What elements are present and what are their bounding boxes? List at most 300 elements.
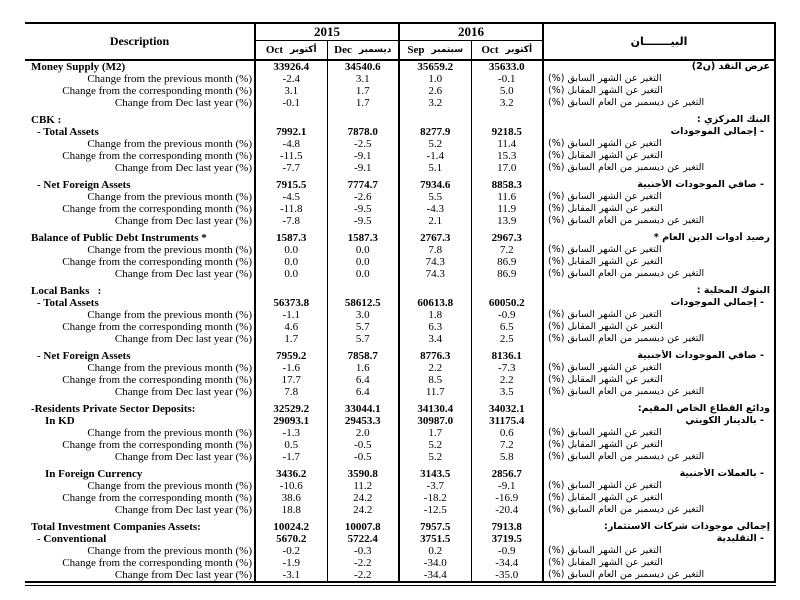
row-label-ar: التغير عن ديسمبر من العام السابق (%) (543, 451, 775, 463)
value-sep-2016: 7.8 (399, 244, 471, 256)
value-oct-2016: 31175.4 (471, 415, 543, 427)
table-row (25, 114, 775, 126)
value-dec-2015: 10007.8 (327, 521, 399, 533)
row-label-en: Change from the corresponding month (%) (25, 256, 255, 268)
row-label-en: Change from Dec last year (%) (25, 97, 255, 109)
value-dec-2015: 0.0 (327, 268, 399, 280)
value-oct-2015: 4.6 (255, 321, 327, 333)
value-sep-2016: 74.3 (399, 256, 471, 268)
table-row (25, 451, 775, 463)
value-sep-2016: 11.7 (399, 386, 471, 398)
table-row (25, 162, 775, 174)
value-oct-2016 (471, 114, 543, 126)
row-label-en: Change from the previous month (%) (25, 191, 255, 203)
row-label-ar: - صافي الموجودات الأجنبية (543, 350, 775, 362)
row-label-en: In Foreign Currency (25, 468, 255, 480)
table-body (25, 60, 775, 582)
value-oct-2015: -0.2 (255, 545, 327, 557)
row-label-en: Money Supply (M2) (25, 60, 255, 73)
value-oct-2016: 7913.8 (471, 521, 543, 533)
description-column-header: Description (25, 23, 255, 60)
table-row (25, 362, 775, 374)
row-label-ar: التغير عن الشهر السابق (%) (543, 362, 775, 374)
row-label-ar: التغير عن الشهر المقابل (%) (543, 85, 775, 97)
month-ar: ديسمبر (358, 44, 392, 55)
value-oct-2016: 3719.5 (471, 533, 543, 545)
row-label-en: Change from the previous month (%) (25, 480, 255, 492)
table-row (25, 73, 775, 85)
value-oct-2016: 2.2 (471, 374, 543, 386)
value-oct-2016: 8136.1 (471, 350, 543, 362)
row-label-ar: التغير عن الشهر السابق (%) (543, 138, 775, 150)
table-row (25, 215, 775, 227)
value-sep-2016: 5.1 (399, 162, 471, 174)
value-oct-2015: 1.7 (255, 333, 327, 345)
value-dec-2015: 1.7 (327, 85, 399, 97)
value-sep-2016: -1.4 (399, 150, 471, 162)
value-dec-2015: 1.6 (327, 362, 399, 374)
value-sep-2016: 7957.5 (399, 521, 471, 533)
value-oct-2015: 0.5 (255, 439, 327, 451)
value-oct-2016: 0.6 (471, 427, 543, 439)
value-dec-2015: 11.2 (327, 480, 399, 492)
value-oct-2015: 3.1 (255, 85, 327, 97)
value-dec-2015: 1587.3 (327, 232, 399, 244)
row-label-en: Balance of Public Debt Instruments * (25, 232, 255, 244)
value-oct-2016: 9218.5 (471, 126, 543, 138)
row-label-ar: التغير عن ديسمبر من العام السابق (%) (543, 504, 775, 516)
value-sep-2016: -12.5 (399, 504, 471, 516)
value-sep-2016: 5.2 (399, 138, 471, 150)
year-2015-header: 2015 (255, 23, 399, 41)
row-label-en: Change from the corresponding month (%) (25, 557, 255, 569)
month-header-oct-2015 (255, 41, 327, 60)
value-oct-2016: -16.9 (471, 492, 543, 504)
row-label-en: Change from the corresponding month (%) (25, 85, 255, 97)
table-row (25, 386, 775, 398)
value-dec-2015: 33044.1 (327, 403, 399, 415)
table-row (25, 333, 775, 345)
row-label-en: Change from Dec last year (%) (25, 451, 255, 463)
value-oct-2015: 7992.1 (255, 126, 327, 138)
table-row (25, 179, 775, 191)
row-label-en: Change from the previous month (%) (25, 545, 255, 557)
table-row (25, 191, 775, 203)
row-label-ar: التغير عن ديسمبر من العام السابق (%) (543, 268, 775, 280)
table-row (25, 569, 775, 582)
value-oct-2015: 33926.4 (255, 60, 327, 73)
row-label-ar: التغير عن الشهر المقابل (%) (543, 203, 775, 215)
value-oct-2016 (471, 285, 543, 297)
table-row (25, 415, 775, 427)
value-oct-2015: -7.7 (255, 162, 327, 174)
row-label-en: - Conventional (25, 533, 255, 545)
value-sep-2016: -18.2 (399, 492, 471, 504)
value-oct-2015: -4.5 (255, 191, 327, 203)
table-row (25, 557, 775, 569)
row-label-ar: التغير عن الشهر المقابل (%) (543, 256, 775, 268)
value-sep-2016: -3.7 (399, 480, 471, 492)
value-oct-2015: 18.8 (255, 504, 327, 516)
row-label-ar: التغير عن الشهر المقابل (%) (543, 374, 775, 386)
row-label-en: - Total Assets (25, 297, 255, 309)
value-oct-2016: 60050.2 (471, 297, 543, 309)
value-oct-2016: 7.2 (471, 439, 543, 451)
value-oct-2016: 3.2 (471, 97, 543, 109)
value-sep-2016: 2.6 (399, 85, 471, 97)
value-dec-2015: 7858.7 (327, 350, 399, 362)
value-dec-2015: 2.0 (327, 427, 399, 439)
value-oct-2015: -1.7 (255, 451, 327, 463)
value-sep-2016: 3.4 (399, 333, 471, 345)
value-dec-2015: 5.7 (327, 333, 399, 345)
value-sep-2016 (399, 114, 471, 126)
row-label-en: Change from the corresponding month (%) (25, 492, 255, 504)
value-oct-2016: 2967.3 (471, 232, 543, 244)
row-label-ar: - إجمالي الموجودات (543, 126, 775, 138)
row-label-ar: التغير عن الشهر المقابل (%) (543, 492, 775, 504)
value-oct-2016: 86.9 (471, 268, 543, 280)
value-oct-2015: 38.6 (255, 492, 327, 504)
value-oct-2015: -7.8 (255, 215, 327, 227)
table-row (25, 403, 775, 415)
value-oct-2016: 5.8 (471, 451, 543, 463)
value-oct-2016: -7.3 (471, 362, 543, 374)
value-dec-2015: 29453.3 (327, 415, 399, 427)
value-sep-2016: 8776.3 (399, 350, 471, 362)
value-oct-2015: -2.4 (255, 73, 327, 85)
row-label-en: Change from Dec last year (%) (25, 386, 255, 398)
row-label-en: Change from the previous month (%) (25, 309, 255, 321)
row-label-ar: التغير عن الشهر المقابل (%) (543, 557, 775, 569)
month-en: Dec (334, 43, 352, 56)
row-label-ar: التغير عن الشهر المقابل (%) (543, 150, 775, 162)
value-sep-2016: 6.3 (399, 321, 471, 333)
value-oct-2015: -1.9 (255, 557, 327, 569)
value-dec-2015: -9.1 (327, 162, 399, 174)
value-oct-2015: 56373.8 (255, 297, 327, 309)
row-label-en: Change from the corresponding month (%) (25, 321, 255, 333)
row-label-ar: التغير عن الشهر السابق (%) (543, 427, 775, 439)
table-row (25, 85, 775, 97)
value-sep-2016: 3143.5 (399, 468, 471, 480)
value-sep-2016: -34.0 (399, 557, 471, 569)
value-oct-2015: -11.5 (255, 150, 327, 162)
value-oct-2015: -0.1 (255, 97, 327, 109)
value-sep-2016: 3751.5 (399, 533, 471, 545)
row-label-en: Change from the corresponding month (%) (25, 439, 255, 451)
value-oct-2016: 2856.7 (471, 468, 543, 480)
year-header-row (25, 23, 775, 41)
value-oct-2015: 17.7 (255, 374, 327, 386)
value-sep-2016: 5.2 (399, 451, 471, 463)
value-sep-2016: 8.5 (399, 374, 471, 386)
row-label-ar: التغير عن ديسمبر من العام السابق (%) (543, 162, 775, 174)
value-dec-2015: 3.0 (327, 309, 399, 321)
value-sep-2016: 2.2 (399, 362, 471, 374)
row-label-ar: البنوك المحلية : (543, 285, 775, 297)
value-dec-2015: 24.2 (327, 492, 399, 504)
value-oct-2016: 7.2 (471, 244, 543, 256)
value-oct-2016: 5.0 (471, 85, 543, 97)
table-row (25, 268, 775, 280)
row-label-en: - Net Foreign Assets (25, 350, 255, 362)
row-label-en: Change from the corresponding month (%) (25, 203, 255, 215)
value-oct-2016: -20.4 (471, 504, 543, 516)
value-oct-2016: -0.9 (471, 309, 543, 321)
value-oct-2015: 1587.3 (255, 232, 327, 244)
value-oct-2015: -1.6 (255, 362, 327, 374)
table-row (25, 321, 775, 333)
month-header-dec-2015 (327, 41, 399, 60)
row-label-en: Change from the previous month (%) (25, 73, 255, 85)
value-dec-2015: 7774.7 (327, 179, 399, 191)
row-label-ar: - صافي الموجودات الأجنبية (543, 179, 775, 191)
table-row (25, 468, 775, 480)
row-label-en: Change from the previous month (%) (25, 362, 255, 374)
value-sep-2016: 2.1 (399, 215, 471, 227)
table-row (25, 533, 775, 545)
row-label-ar: التغير عن ديسمبر من العام السابق (%) (543, 215, 775, 227)
value-oct-2016: 15.3 (471, 150, 543, 162)
table-row (25, 232, 775, 244)
row-label-en: - Net Foreign Assets (25, 179, 255, 191)
value-dec-2015: -9.1 (327, 150, 399, 162)
row-label-ar: التغير عن ديسمبر من العام السابق (%) (543, 97, 775, 109)
value-dec-2015: -0.5 (327, 439, 399, 451)
value-dec-2015: -2.5 (327, 138, 399, 150)
value-oct-2016: -0.1 (471, 73, 543, 85)
value-oct-2016: 6.5 (471, 321, 543, 333)
value-sep-2016: -34.4 (399, 569, 471, 582)
row-label-ar: التغير عن الشهر السابق (%) (543, 309, 775, 321)
value-sep-2016: 1.8 (399, 309, 471, 321)
row-label-en: Change from Dec last year (%) (25, 504, 255, 516)
table-row (25, 138, 775, 150)
bayan-column-header: البيـــــــان (543, 23, 775, 60)
row-label-ar: التغير عن الشهر المقابل (%) (543, 439, 775, 451)
row-label-en: Change from Dec last year (%) (25, 569, 255, 582)
value-dec-2015: 1.7 (327, 97, 399, 109)
value-dec-2015: 0.0 (327, 256, 399, 268)
row-label-en: Local Banks : (25, 285, 255, 297)
value-dec-2015: -2.6 (327, 191, 399, 203)
row-label-en: Change from the corresponding month (%) (25, 374, 255, 386)
value-sep-2016: 35659.2 (399, 60, 471, 73)
value-oct-2016: -0.9 (471, 545, 543, 557)
value-dec-2015: -2.2 (327, 557, 399, 569)
year-2016-header: 2016 (399, 23, 543, 41)
value-oct-2015: 0.0 (255, 268, 327, 280)
row-label-en: In KD (25, 415, 255, 427)
value-sep-2016: 0.2 (399, 545, 471, 557)
row-label-ar: التغير عن ديسمبر من العام السابق (%) (543, 333, 775, 345)
table-row (25, 350, 775, 362)
value-sep-2016: 1.7 (399, 427, 471, 439)
table-row (25, 427, 775, 439)
row-label-en: Change from the corresponding month (%) (25, 150, 255, 162)
value-sep-2016: 30987.0 (399, 415, 471, 427)
statistics-table-wrap (25, 22, 776, 586)
table-row (25, 97, 775, 109)
value-oct-2015: 29093.1 (255, 415, 327, 427)
table-row (25, 60, 775, 73)
month-en: Oct (265, 43, 283, 56)
row-label-ar: التغير عن الشهر السابق (%) (543, 545, 775, 557)
row-label-en: Change from Dec last year (%) (25, 215, 255, 227)
row-label-en: Change from Dec last year (%) (25, 162, 255, 174)
value-sep-2016: 7934.6 (399, 179, 471, 191)
table-row (25, 492, 775, 504)
value-sep-2016: 5.5 (399, 191, 471, 203)
value-oct-2015 (255, 285, 327, 297)
value-oct-2016: -35.0 (471, 569, 543, 582)
value-oct-2016: -9.1 (471, 480, 543, 492)
value-sep-2016: 8277.9 (399, 126, 471, 138)
row-label-ar: التغير عن الشهر السابق (%) (543, 480, 775, 492)
row-label-ar: - بالدينار الكويتي (543, 415, 775, 427)
value-oct-2016: 11.4 (471, 138, 543, 150)
month-ar: أكتوبر (505, 44, 533, 55)
row-label-ar: - التقليدية (543, 533, 775, 545)
row-label-ar: رصيد أدوات الدين العام * (543, 232, 775, 244)
value-dec-2015: 0.0 (327, 244, 399, 256)
value-sep-2016: 60613.8 (399, 297, 471, 309)
value-dec-2015: -0.3 (327, 545, 399, 557)
month-header-oct-2016 (471, 41, 543, 60)
value-dec-2015: 7878.0 (327, 126, 399, 138)
value-oct-2016: 13.9 (471, 215, 543, 227)
monetary-statistics-table (25, 22, 776, 583)
row-label-en: Change from the previous month (%) (25, 427, 255, 439)
table-row (25, 256, 775, 268)
value-oct-2015: 7915.5 (255, 179, 327, 191)
value-dec-2015: 3590.8 (327, 468, 399, 480)
table-header (25, 23, 775, 60)
value-dec-2015: -9.5 (327, 203, 399, 215)
table-row (25, 150, 775, 162)
value-oct-2015: 32529.2 (255, 403, 327, 415)
value-dec-2015: -9.5 (327, 215, 399, 227)
row-label-ar: إجمالي موجودات شركات الاستثمار: (543, 521, 775, 533)
value-oct-2016: 34032.1 (471, 403, 543, 415)
row-label-ar: التغير عن الشهر السابق (%) (543, 73, 775, 85)
value-oct-2016: 17.0 (471, 162, 543, 174)
value-oct-2015: 5670.2 (255, 533, 327, 545)
value-dec-2015: 6.4 (327, 374, 399, 386)
value-dec-2015: 3.1 (327, 73, 399, 85)
table-row (25, 439, 775, 451)
row-label-ar: التغير عن الشهر السابق (%) (543, 244, 775, 256)
value-sep-2016: 34130.4 (399, 403, 471, 415)
value-sep-2016: 2767.3 (399, 232, 471, 244)
row-label-en: Change from the previous month (%) (25, 138, 255, 150)
table-row (25, 203, 775, 215)
row-label-ar: ودائع القطاع الخاص المقيم: (543, 403, 775, 415)
row-label-ar: البنك المركزي : (543, 114, 775, 126)
value-dec-2015 (327, 114, 399, 126)
value-dec-2015: 5722.4 (327, 533, 399, 545)
row-label-ar: التغير عن ديسمبر من العام السابق (%) (543, 386, 775, 398)
value-oct-2015: -4.8 (255, 138, 327, 150)
month-ar: أكتوبر (289, 44, 317, 55)
value-oct-2016: 35633.0 (471, 60, 543, 73)
value-oct-2016: 2.5 (471, 333, 543, 345)
table-row (25, 521, 775, 533)
value-oct-2015: -11.8 (255, 203, 327, 215)
table-row (25, 545, 775, 557)
row-label-en: - Total Assets (25, 126, 255, 138)
value-oct-2016: -34.4 (471, 557, 543, 569)
row-label-ar: عرض النقد (ن2) (543, 60, 775, 73)
row-label-ar: - بالعملات الأجنبية (543, 468, 775, 480)
row-label-en: Change from Dec last year (%) (25, 333, 255, 345)
value-dec-2015: 6.4 (327, 386, 399, 398)
row-label-en: CBK : (25, 114, 255, 126)
value-oct-2015: -1.1 (255, 309, 327, 321)
row-label-ar: - إجمالي الموجودات (543, 297, 775, 309)
month-ar: سبتمبر (431, 44, 464, 55)
value-oct-2015: -3.1 (255, 569, 327, 582)
table-row (25, 126, 775, 138)
row-label-ar: التغير عن ديسمبر من العام السابق (%) (543, 569, 775, 582)
value-dec-2015: 34540.6 (327, 60, 399, 73)
value-oct-2015: 0.0 (255, 244, 327, 256)
value-oct-2016: 11.9 (471, 203, 543, 215)
row-label-ar: التغير عن الشهر المقابل (%) (543, 321, 775, 333)
table-row (25, 480, 775, 492)
value-dec-2015: 5.7 (327, 321, 399, 333)
row-label-en: Change from the previous month (%) (25, 244, 255, 256)
value-oct-2015: 10024.2 (255, 521, 327, 533)
value-sep-2016: -4.3 (399, 203, 471, 215)
month-en: Sep (407, 43, 425, 56)
value-oct-2015: -10.6 (255, 480, 327, 492)
row-label-en: Change from Dec last year (%) (25, 268, 255, 280)
table-row (25, 297, 775, 309)
row-label-ar: التغير عن الشهر السابق (%) (543, 191, 775, 203)
value-sep-2016: 1.0 (399, 73, 471, 85)
month-en: Oct (481, 43, 499, 56)
value-oct-2015 (255, 114, 327, 126)
table-row (25, 504, 775, 516)
value-dec-2015: -2.2 (327, 569, 399, 582)
value-oct-2015: 0.0 (255, 256, 327, 268)
value-dec-2015: -0.5 (327, 451, 399, 463)
row-label-en: -Residents Private Sector Deposits: (25, 403, 255, 415)
value-oct-2015: 7959.2 (255, 350, 327, 362)
value-oct-2016: 8858.3 (471, 179, 543, 191)
value-sep-2016 (399, 285, 471, 297)
value-sep-2016: 5.2 (399, 439, 471, 451)
table-row (25, 244, 775, 256)
value-dec-2015 (327, 285, 399, 297)
month-header-sep-2016 (399, 41, 471, 60)
value-oct-2015: -1.3 (255, 427, 327, 439)
value-oct-2016: 11.6 (471, 191, 543, 203)
value-oct-2016: 86.9 (471, 256, 543, 268)
table-row (25, 285, 775, 297)
value-oct-2015: 3436.2 (255, 468, 327, 480)
value-sep-2016: 74.3 (399, 268, 471, 280)
table-row (25, 374, 775, 386)
value-dec-2015: 24.2 (327, 504, 399, 516)
value-sep-2016: 3.2 (399, 97, 471, 109)
value-oct-2015: 7.8 (255, 386, 327, 398)
value-dec-2015: 58612.5 (327, 297, 399, 309)
table-row (25, 309, 775, 321)
row-label-en: Total Investment Companies Assets: (25, 521, 255, 533)
